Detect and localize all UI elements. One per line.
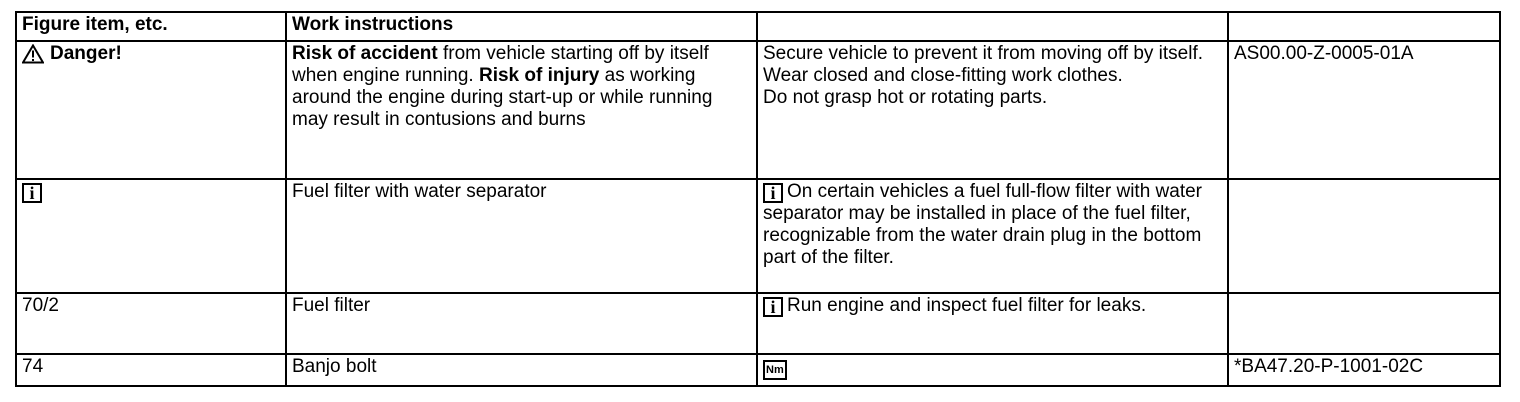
info-icon: i (763, 183, 783, 203)
danger-label (22, 43, 122, 65)
notes-cell (757, 354, 1228, 386)
table-row (16, 293, 1500, 354)
table-header-row (16, 12, 1500, 41)
figure-item-cell (16, 41, 286, 179)
risk-accident-text: from vehicle starting off by itself when engine running. (292, 43, 709, 86)
warning-triangle-icon (22, 44, 44, 64)
torque-nm-icon: Nm (763, 360, 787, 380)
note-line: Secure vehicle to prevent it from moving off by itself. (763, 43, 1204, 64)
risk-injury-label: Risk of injury (478, 65, 600, 86)
info-icon: i (22, 183, 42, 203)
figure-item-cell (16, 179, 286, 293)
notes-cell (757, 41, 1228, 179)
work-instructions-table (15, 11, 1501, 387)
instructions-cell (286, 41, 757, 179)
reference-cell (1228, 293, 1500, 354)
note-text: On certain vehicles a fuel full-flow filter with water separator may be installed in place of the fuel filter, recognizable from the water drain plug in the bottom part of the filter. (763, 181, 1202, 268)
figure-item-cell: 70/2 (16, 293, 286, 354)
reference-cell: AS00.00-Z-0005-01A (1228, 41, 1500, 179)
risk-accident-label: Risk of accident (292, 43, 438, 64)
instructions-cell: Fuel filter (286, 293, 757, 354)
header-work-instructions: Work instructions (286, 12, 757, 41)
instructions-cell: Fuel filter with water separator (286, 179, 757, 293)
header-reference (1228, 12, 1500, 41)
instructions-cell: Banjo bolt (286, 354, 757, 386)
note-line: Do not grasp hot or rotating parts. (763, 87, 1048, 108)
note-line: Wear closed and close-fitting work clothes. (763, 65, 1123, 86)
table-row (16, 41, 1500, 179)
risk-injury-text: as working around the engine during start-up or while running may result in contusions and burns (292, 65, 713, 130)
danger-text: Danger! (50, 43, 122, 64)
header-notes (757, 12, 1228, 41)
reference-cell[interactable]: *BA47.20-P-1001-02C (1228, 354, 1500, 386)
info-icon: i (763, 297, 783, 317)
notes-cell (757, 293, 1228, 354)
figure-item-cell: 74 (16, 354, 286, 386)
table-row (16, 179, 1500, 293)
header-figure-item: Figure item, etc. (16, 12, 286, 41)
reference-cell (1228, 179, 1500, 293)
table-row (16, 354, 1500, 386)
note-text: Run engine and inspect fuel filter for leaks. (787, 295, 1147, 316)
notes-cell (757, 179, 1228, 293)
